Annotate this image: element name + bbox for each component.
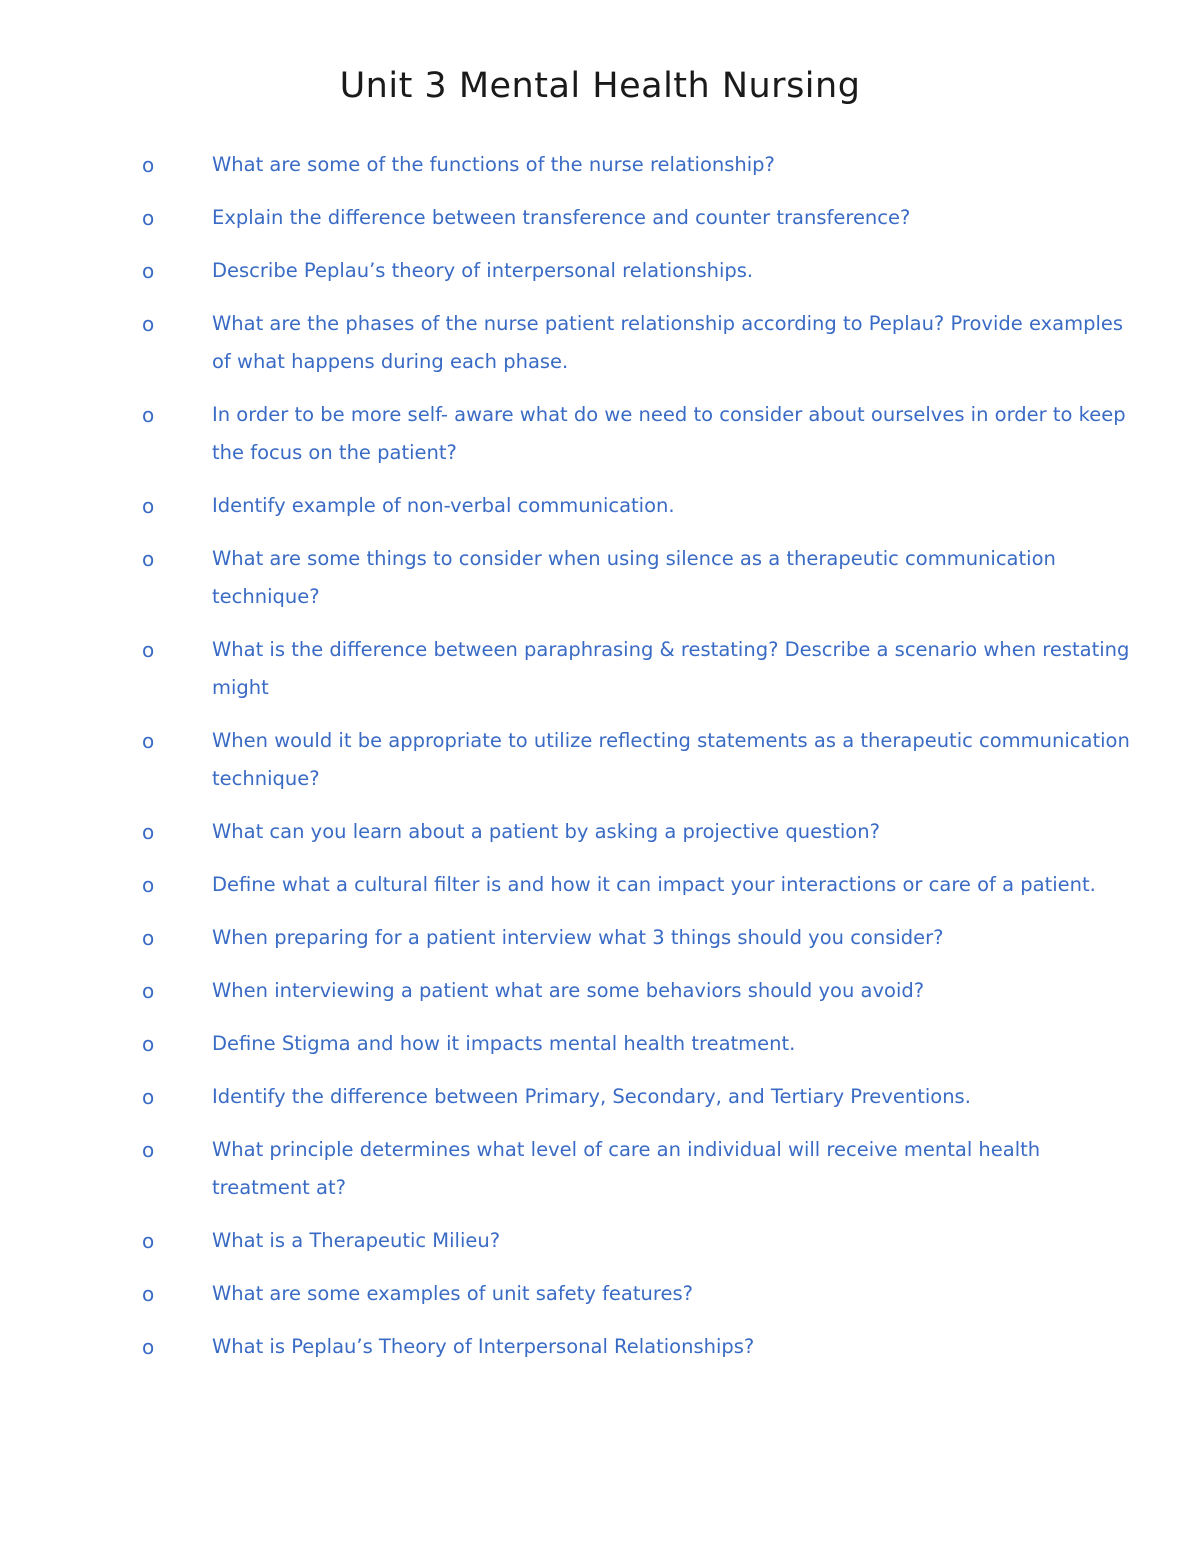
bullet-icon: o xyxy=(142,1032,155,1056)
bullet-icon: o xyxy=(142,312,155,336)
list-item xyxy=(0,146,1200,184)
question-text: What is Peplau’s Theory of Interpersonal Relationships? xyxy=(212,1335,755,1358)
question-text: Identify example of non-verbal communication. xyxy=(212,494,675,517)
bullet-icon: o xyxy=(142,403,155,427)
bullet-icon: o xyxy=(142,1085,155,1109)
question-text: Define what a cultural filter is and how it can impact your interactions or care of a patient. xyxy=(212,873,1096,896)
list-item xyxy=(0,1131,1200,1207)
bullet-icon: o xyxy=(142,1138,155,1162)
bullet-icon: o xyxy=(142,1282,155,1306)
question-text: In order to be more self- aware what do we need to consider about ourselves in order to keep the focus on the patient? xyxy=(212,403,1126,464)
list-item xyxy=(0,487,1200,525)
question-text: When would it be appropriate to utilize reflecting statements as a therapeutic communication technique? xyxy=(212,729,1130,790)
page-title: Unit 3 Mental Health Nursing xyxy=(339,66,861,106)
list-item xyxy=(0,919,1200,957)
question-text: What is a Therapeutic Milieu? xyxy=(212,1229,501,1252)
question-text: What principle determines what level of care an individual will receive mental health treatment at? xyxy=(212,1138,1041,1199)
bullet-icon: o xyxy=(142,494,155,518)
question-text: Define Stigma and how it impacts mental health treatment. xyxy=(212,1032,796,1055)
bullet-icon: o xyxy=(142,729,155,753)
list-item xyxy=(0,866,1200,904)
bullet-icon: o xyxy=(142,820,155,844)
question-text: Explain the difference between transference and counter transference? xyxy=(212,206,911,229)
bullet-icon: o xyxy=(142,873,155,897)
list-item xyxy=(0,1078,1200,1116)
list-item xyxy=(0,252,1200,290)
question-text: What are some things to consider when using silence as a therapeutic communication technique? xyxy=(212,547,1056,608)
bullet-icon: o xyxy=(142,547,155,571)
list-item xyxy=(0,1222,1200,1260)
list-item xyxy=(0,396,1200,472)
question-text: What are some examples of unit safety features? xyxy=(212,1282,693,1305)
list-item xyxy=(0,631,1200,707)
bullet-icon: o xyxy=(142,926,155,950)
bullet-icon: o xyxy=(142,206,155,230)
list-item xyxy=(0,540,1200,616)
question-list xyxy=(0,146,1200,1381)
question-text: When preparing for a patient interview what 3 things should you consider? xyxy=(212,926,944,949)
bullet-icon: o xyxy=(142,638,155,662)
question-text: What is the difference between paraphrasing & restating? Describe a scenario when restating might xyxy=(212,638,1130,699)
list-item xyxy=(0,199,1200,237)
list-item xyxy=(0,1025,1200,1063)
question-text: What can you learn about a patient by asking a projective question? xyxy=(212,820,880,843)
question-text: When interviewing a patient what are some behaviors should you avoid? xyxy=(212,979,925,1002)
bullet-icon: o xyxy=(142,979,155,1003)
list-item xyxy=(0,972,1200,1010)
list-item xyxy=(0,305,1200,381)
bullet-icon: o xyxy=(142,1229,155,1253)
question-text: Identify the difference between Primary, Secondary, and Tertiary Preventions. xyxy=(212,1085,971,1108)
bullet-icon: o xyxy=(142,153,155,177)
list-item xyxy=(0,1328,1200,1366)
bullet-icon: o xyxy=(142,259,155,283)
question-text: What are the phases of the nurse patient relationship according to Peplau? Provide examples of what happens during each phase. xyxy=(212,312,1124,373)
question-text: What are some of the functions of the nurse relationship? xyxy=(212,153,775,176)
list-item xyxy=(0,1275,1200,1313)
list-item xyxy=(0,722,1200,798)
question-text: Describe Peplau’s theory of interpersonal relationships. xyxy=(212,259,754,282)
list-item xyxy=(0,813,1200,851)
bullet-icon: o xyxy=(142,1335,155,1359)
